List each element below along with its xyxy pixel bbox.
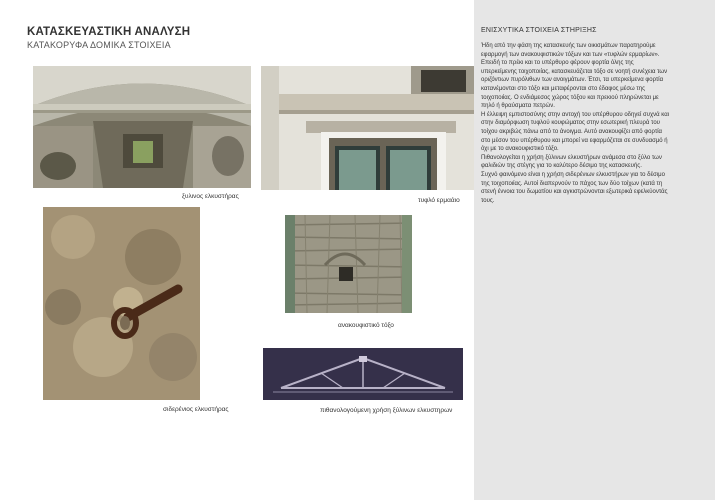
- page-title: ΚΑΤΑΣΚΕΥΑΣΤΙΚΗ ΑΝΑΛΥΣΗ: [27, 26, 191, 38]
- page-subtitle: ΚΑΤΑΚΟΡΥΦΑ ΔΟΜΙΚΑ ΣΤΟΙΧΕΙΑ: [27, 40, 171, 50]
- sidebar-paragraph: Η έλλειψη εμπιστοσύνης στην αντοχή του υπέρθυρου οδηγεί συχνά και στην διαμόρφωση τυφλού κουφώματος στην εσωτερική πλευρά του τοίχου ακριβώς πάνω από το άνοιγμα. Αυτό ανακουφίζει από φορτία στο μέσον του υπέρθυρου και μπορεί να εφαρμόζεται σε συνδυασμό ή όχι με το ανακουφιστικό τόξο.: [481, 111, 670, 153]
- photo-relief-arch: [285, 215, 412, 313]
- sidebar-body: [481, 42, 671, 205]
- sidebar-paragraph: Ήδη από την φάση της κατασκευής των οικισμάτων παρατηρούμε εφαρμογή των ανακουφιστικών τόξων και των «τυφλών ερμαρίων». Επειδή το πρέκι και το υπέρθυρο φέρουν φορτία όλης της υπερκείμενης τοιχοποιίας, κατασκευάζεται τόξο σε νοητή συνέχεια των οριζόντιων πυρόλιθων των ανοιγμάτων. Έτσι, τα υπερκείμενα φορτία κατανέμονται στο τόξο και μεταφέρονται στο έδαφος μέσω της τοιχοποιίας. Ο ενδιάμεσος χώρος τόξου και πρεκιού πληρώνεται με πηλό ή θραύσματα πετρών.: [481, 43, 668, 110]
- sidebar-heading: ΕΝΙΣΧΥΤΙΚΑ ΣΤΟΙΧΕΙΑ ΣΤΗΡΙΞΗΣ: [481, 27, 597, 34]
- photo-blind-opening: [261, 66, 474, 190]
- caption-blind-opening: τυφλό ερμαάιο: [418, 197, 460, 204]
- caption-wooden-tie: ξυλινος ελκυστήρας: [182, 193, 239, 200]
- photo-iron-tie: [43, 207, 200, 400]
- sidebar-paragraph: Πιθανολογείται η χρήση ξύλινων ελκυστήρων ανάμεσα στο ξύλο των φαλιδιών της στέγης για το καλύτερο δέσιμο της κατασκευής.: [481, 154, 662, 170]
- photo-wooden-tie: [33, 66, 251, 188]
- sidebar-paragraph: Συχνό φαινόμενο είναι η χρήση σιδερένιων ελκυστήρων για το δέσιμο της τοιχοποιίας. Αυτοί διαπερνούν το πάχος των δύο τοίχων (κατά τη στενή έννοια του δωματίου και αγκιστρώνονται εξωτερικά εφελκύοντάς τους.: [481, 171, 668, 204]
- caption-truss: πιθανολογούμενη χρήση ξύλινων ελκυστηρων: [320, 407, 453, 414]
- caption-iron-tie: σιδερένιος ελκυστήρας: [163, 406, 229, 413]
- caption-relief-arch: ανακουφιστικό τόξο: [338, 322, 394, 329]
- drawing-truss: [263, 348, 463, 400]
